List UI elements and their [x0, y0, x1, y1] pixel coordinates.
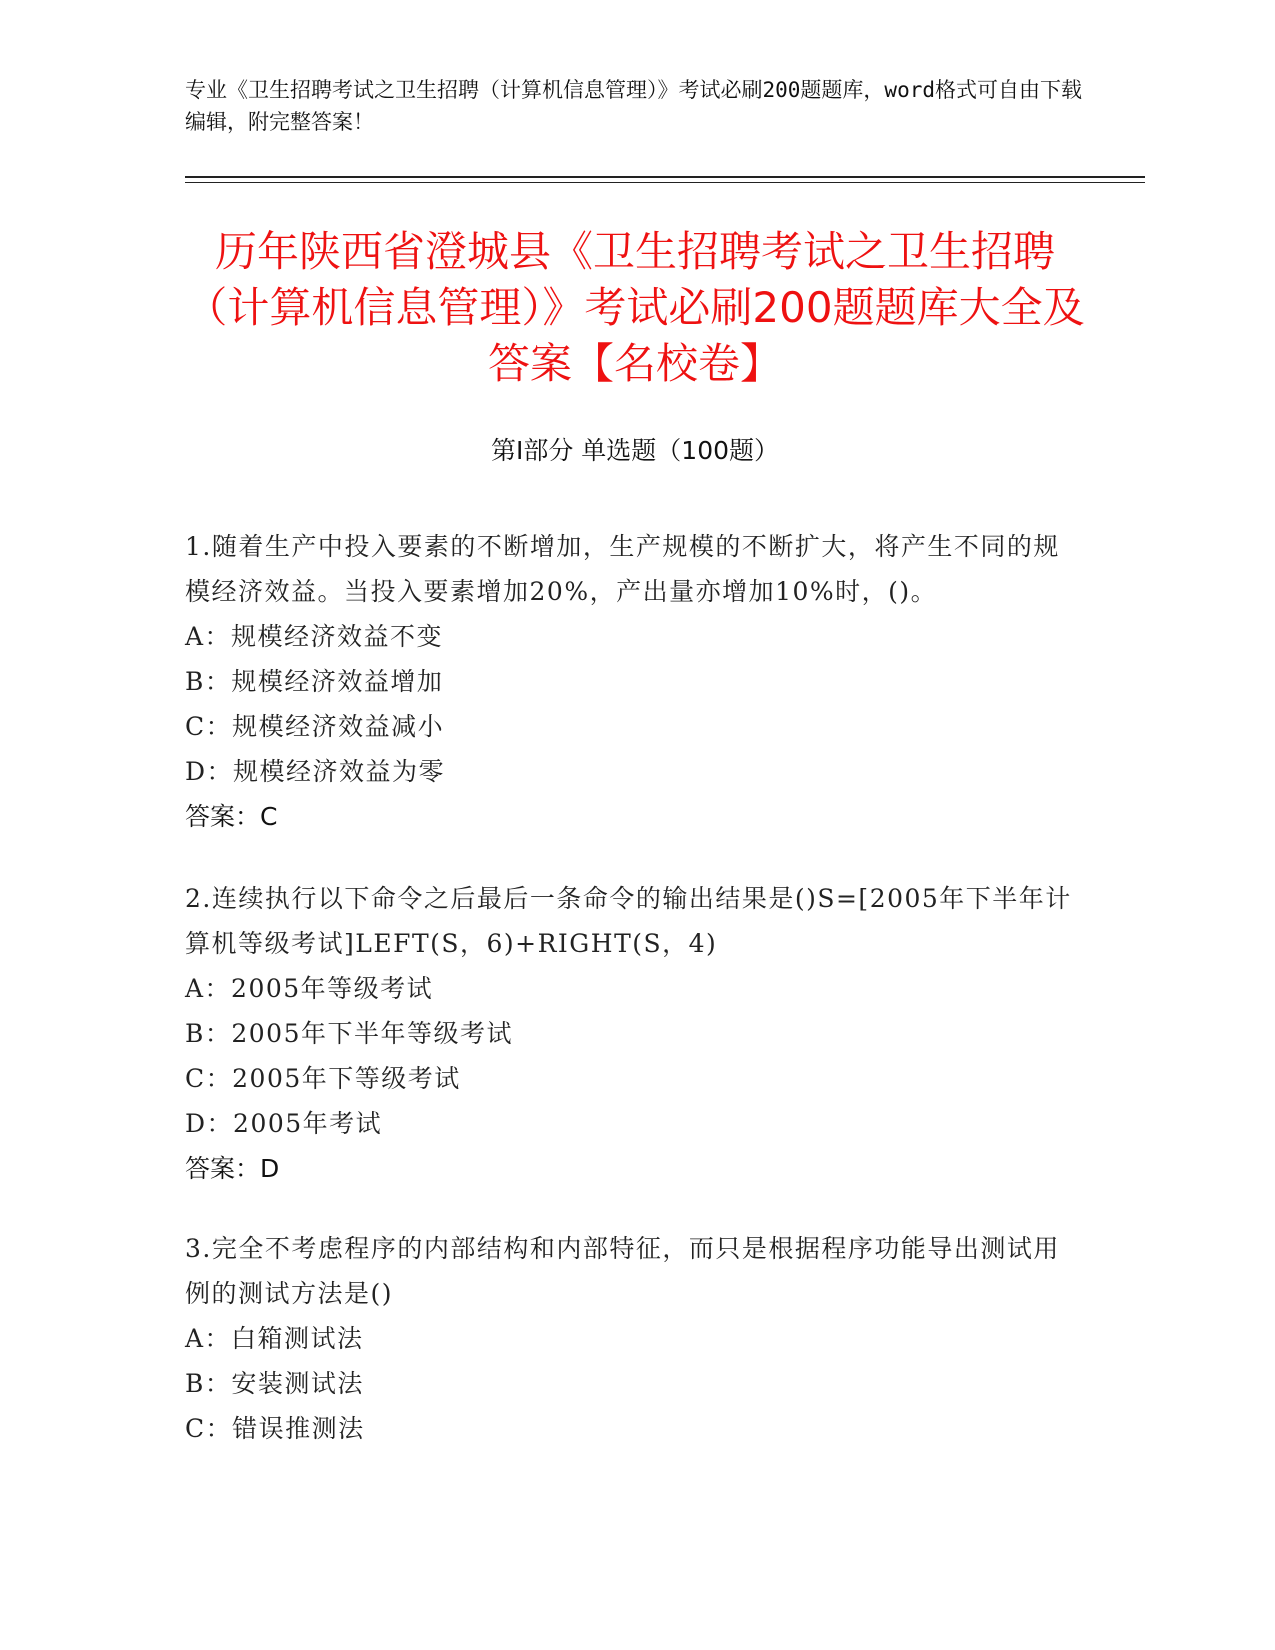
option-b: B：规模经济效益增加 — [185, 667, 444, 696]
option-c: C：错误推测法 — [185, 1414, 365, 1443]
question-3 — [185, 1226, 1085, 1451]
answer: 答案：D — [185, 1154, 280, 1183]
option-b: B：安装测试法 — [185, 1369, 364, 1398]
question-2 — [185, 876, 1085, 1191]
option-d: D：规模经济效益为零 — [185, 757, 446, 786]
option-b: B：2005年下半年等级考试 — [185, 1019, 513, 1048]
header-rule-thin — [185, 182, 1145, 183]
answer: 答案：C — [185, 802, 278, 831]
header-rule — [185, 176, 1145, 178]
question-1 — [185, 524, 1085, 839]
option-c: C：规模经济效益减小 — [185, 712, 445, 741]
header-note: 专业《卫生招聘考试之卫生招聘（计算机信息管理）》考试必刷200题题库，word格式可自由下载编辑，附完整答案！ — [185, 78, 1082, 134]
document-title: 历年陕西省澄城县《卫生招聘考试之卫生招聘（计算机信息管理）》考试必刷200题题库大全及答案【名校卷】 — [185, 227, 1085, 388]
question-stem: 2.连续执行以下命令之后最后一条命令的输出结果是()S=[2005年下半年计算机等级考试]LEFT(S，6)+RIGHT(S，4) — [185, 884, 1072, 958]
option-d: D：2005年考试 — [185, 1109, 383, 1138]
question-stem: 1.随着生产中投入要素的不断增加，生产规模的不断扩大，将产生不同的规模经济效益。当投入要素增加20%，产出量亦增加10%时，()。 — [185, 532, 1060, 606]
section-heading: 第Ⅰ部分 单选题（100题） — [490, 436, 780, 465]
option-a: A：2005年等级考试 — [185, 974, 434, 1003]
option-a: A：白箱测试法 — [185, 1324, 364, 1353]
question-stem: 3.完全不考虑程序的内部结构和内部特征，而只是根据程序功能导出测试用例的测试方法是() — [185, 1234, 1060, 1308]
option-a: A：规模经济效益不变 — [185, 622, 444, 651]
option-c: C：2005年下等级考试 — [185, 1064, 461, 1093]
